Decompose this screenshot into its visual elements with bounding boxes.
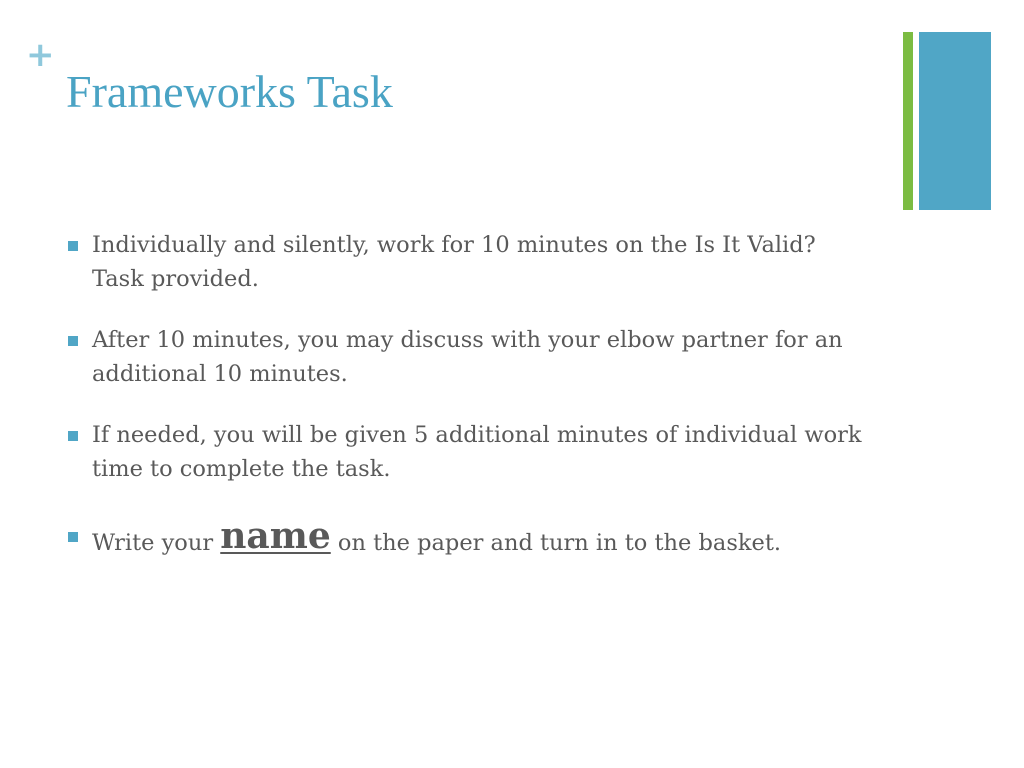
square-bullet-icon: [68, 241, 78, 251]
slide-title: Frameworks Task: [66, 66, 393, 117]
square-bullet-icon: [68, 431, 78, 441]
bullet-item: [68, 515, 868, 560]
square-bullet-icon: [68, 532, 78, 542]
bullet-text: If needed, you will be given 5 additional minutes of individual work time to complete the task.: [92, 422, 862, 482]
accent-bar-blue: [919, 32, 991, 210]
bullet-item: [68, 323, 868, 391]
bullet-text: After 10 minutes, you may discuss with your elbow partner for an additional 10 minutes.: [92, 327, 843, 387]
square-bullet-icon: [68, 336, 78, 346]
bullet-text-prefix: Write your: [92, 530, 214, 556]
bullet-list: [68, 228, 868, 587]
bullet-text: Individually and silently, work for 10 minutes on the Is It Valid? Task provided.: [92, 232, 816, 292]
bullet-text-suffix: on the paper and turn in to the basket.: [337, 530, 782, 556]
accent-bar-green: [903, 32, 913, 210]
plus-icon: +: [26, 35, 55, 75]
bullet-item: [68, 418, 868, 486]
bullet-item: [68, 228, 868, 296]
emphasized-word: name: [220, 515, 331, 557]
